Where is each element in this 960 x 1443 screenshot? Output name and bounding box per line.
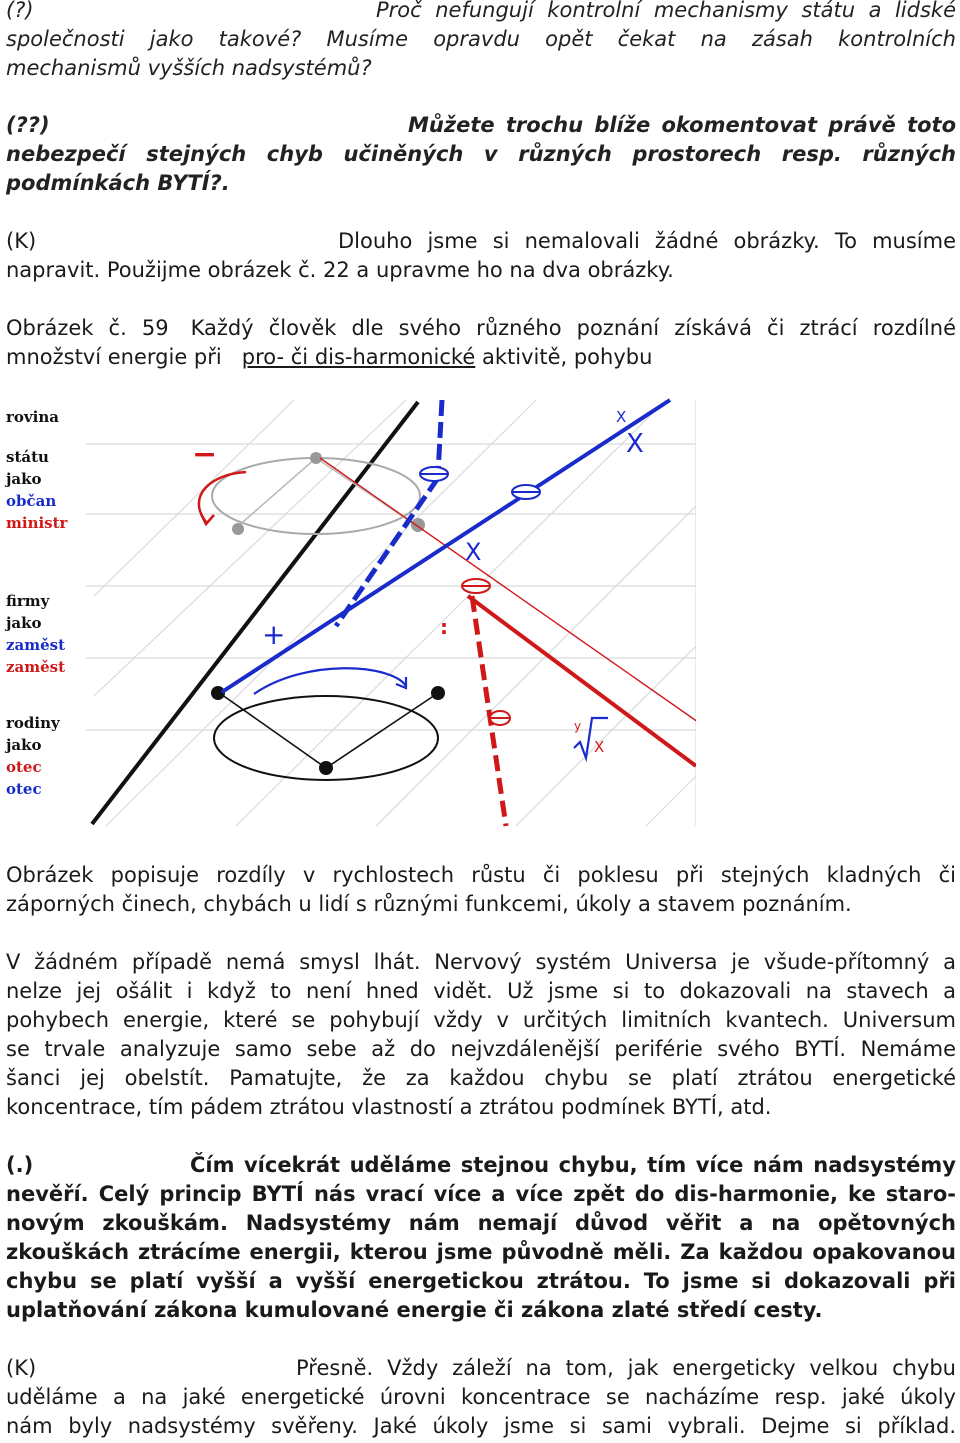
answer-block-1 (6, 227, 956, 285)
caption-text: Každý člověk dle svého různého poznání získává či ztrácí rozdílné (190, 316, 956, 340)
paragraph-2 (6, 948, 956, 1122)
answer-text: napravit. Použijme obrázek č. 22 a upravme ho na dva obrázky. (6, 258, 674, 282)
caption-text: množství energie při (6, 345, 222, 369)
paragraph-text: záporných činech, chybách u lidí s různými funkcemi, úkoly a stavem poznáním. (6, 892, 852, 916)
paragraph-marker: (K) (6, 1356, 37, 1380)
svg-text:y: y (574, 719, 582, 733)
diagram-label: jako (6, 614, 42, 632)
diagram-graphic (6, 396, 696, 836)
question-marker: (?) (6, 0, 34, 22)
question-marker: (??) (6, 113, 50, 137)
paragraph-text: šanci jej obelstít. Pamatujte, že za každou chybu se platí ztrátou energetické (6, 1066, 956, 1090)
paragraph-4 (6, 1354, 956, 1441)
question-text: Můžete trochu blíže okomentovat právě toto (408, 113, 956, 137)
diagram-label: ministr (6, 514, 68, 532)
caption-underlined-text: pro- či dis-harmonické (241, 345, 476, 369)
node (319, 761, 333, 775)
paragraph-text: uplatňování zákona kumulované energie či zákona zlaté středí cesty. (6, 1298, 823, 1322)
x-mark: X (594, 738, 605, 756)
paragraph-text: koncentrace, tím pádem ztrátou vlastností a ztrátou podmínek BYTÍ, atd. (6, 1095, 772, 1119)
blue-curved-arrow (254, 668, 406, 694)
diagram-label: státu (6, 448, 49, 466)
answer-marker: (K) (6, 229, 37, 253)
paragraph-text: novým zkouškám. Nadsystémy nám nemají důvod věřit a na opětovných (6, 1211, 956, 1235)
paragraph-text: nevěří. Celý princip BYTÍ nás vrací více a více zpět do dis-harmonie, ke staro- (6, 1182, 956, 1206)
node (431, 686, 445, 700)
svg-text::: : (440, 615, 448, 639)
blue-dashed-line (438, 400, 442, 474)
question-text: mechanismů vyšších nadsystémů? (6, 56, 372, 80)
caption-text: aktivitě, pohybu (481, 345, 653, 369)
question-text: společnosti jako takové? Musíme opravdu opět čekat na zásah kontrolních (6, 27, 956, 51)
diagram-label: občan (6, 492, 57, 510)
diagram-label: zaměst (6, 636, 66, 654)
diagram-label: zaměst (6, 658, 66, 676)
answer-text: Dlouho jsme si nemalovali žádné obrázky. To musíme (338, 229, 956, 253)
paragraph-text: chybu se platí vyšší a vyšší energetickou ztrátou. To jsme si dokazovali při (6, 1269, 956, 1293)
diagram-label: firmy (6, 592, 50, 610)
diagram-grid (86, 400, 696, 826)
paragraph-text: Obrázek popisuje rozdíly v rychlostech růstu či poklesu při stejných kladných či (6, 863, 956, 887)
paragraph-text: zkouškách ztrácíme energii, kterou jsme původně měli. Za každou opakovanou (6, 1240, 956, 1264)
diagram-label: rodiny (6, 714, 60, 732)
question-block-2 (6, 111, 956, 198)
paragraph-text: uděláme a na jaké energetické úrovni koncentrace se nacházíme resp. jaké úkoly (6, 1385, 956, 1409)
paragraph-text: Přesně. Vždy záleží na tom, jak energeticky velkou chybu (296, 1356, 956, 1380)
node (232, 523, 244, 535)
paragraph-text: Čím vícekrát uděláme stejnou chybu, tím více nám nadsystémy (190, 1153, 956, 1177)
paragraph-text: pohybech energie, které se pohybují vždy v určitých limitních kvantech. Universum (6, 1008, 956, 1032)
question-text: Proč nefungují kontrolní mechanismy státu a lidské (376, 0, 956, 22)
paragraph-1 (6, 861, 956, 919)
paragraph-text: se trvale analyzuje samo sebe až do nejvzdálenější periférie svého BYTÍ. Nemáme (6, 1037, 956, 1061)
paragraph-text: nelze jej ošálit i když to není hned vidět. Už jsme si to dokazovali na stavech a (6, 979, 956, 1003)
figure-caption (6, 314, 956, 372)
plus-mark: + (262, 618, 286, 651)
question-text: nebezpečí stejných chyb učiněných v různých prostorech resp. různých (6, 142, 956, 166)
paragraph-text: V žádném případě nemá smysl lhát. Nervový systém Universa je všude-přítomný a (6, 950, 956, 974)
x-mark: X (626, 429, 644, 459)
question-text: podmínkách BYTÍ?. (6, 171, 230, 195)
minus-mark: − (192, 437, 218, 472)
paragraph-marker: (.) (6, 1153, 34, 1177)
paragraph-3 (6, 1151, 956, 1325)
diagram-label: otec (6, 780, 42, 798)
diagram-label: jako (6, 470, 42, 488)
diagram-label: rovina (6, 408, 59, 426)
caption-label: Obrázek č. 59 (6, 316, 169, 340)
paragraph-text: nám byly nadsystémy svěřeny. Jaké úkoly jsme si sami vybrali. Dejme si příklad. (6, 1414, 956, 1438)
diagram-label: otec (6, 758, 42, 776)
energy-diagram (6, 396, 696, 836)
diagram-label: jako (6, 736, 42, 754)
x-mark: X (616, 408, 627, 426)
question-block-1 (6, 0, 956, 83)
x-mark: X (465, 538, 482, 566)
